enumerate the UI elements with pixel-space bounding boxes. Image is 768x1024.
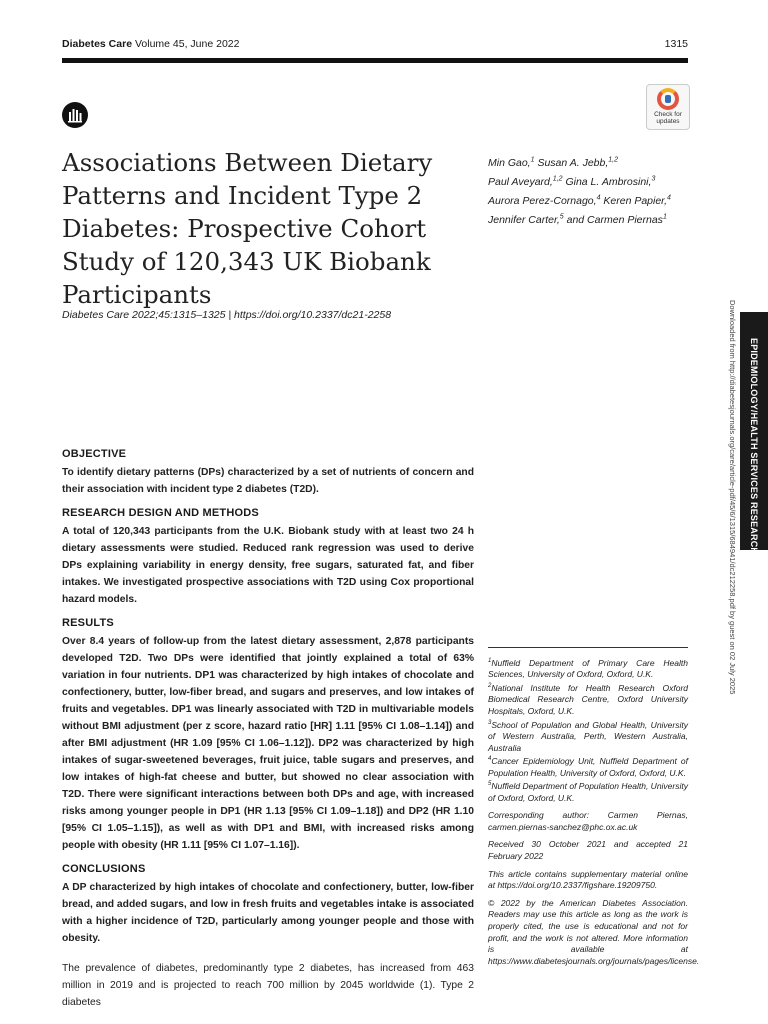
corresponding-author: Corresponding author: Carmen Piernas, carmen.piernas-sanchez@phc.ox.ac.uk [488, 810, 688, 832]
results-text: Over 8.4 years of follow-up from the latest dietary assessment, 2,878 participants developed T2D. Two DPs were identified that jointly explained a total of 63% variation in four nutrients. DP1 was characterized by high intakes of chocolate and confectionery, butter, low-fiber bread, and sugars and preserves, and low intakes of fruits and vegetables. DP1 was linearly associated with T2D in multivariable models without BMI adjustment (per z score, hazard ratio [HR] 1.11 [95% CI 1.08–1.14]) and after BMI adjustment (HR 1.09 [95% CI 1.06–1.12]). DP2 was characterized by high intakes of sugar-sweetened beverages, fruit juice, table sugars and preserves, and low intakes of high-fat cheese and butter, but showed no clear association with T2D. There were significant interactions between both DPs and age, with increased risks among younger people in DP1 (HR 1.13 [95% CI 1.09–1.18]) and DP2 (HR 1.10 [95% CI 1.05–1.15]), as well as with DP1 and BMI, with increased risks among people with obesity (HR 1.11 [95% CI 1.07–1.16]). [62, 636, 474, 851]
methods-text: A total of 120,343 participants from the U.K. Biobank study with at least two 24 h dietary assessments were studied. Reduced rank regression was used to derive DPs explaining variability in energy density, free sugars, saturated fat, and fiber intakes. We investigated prospective associations with T2D using Cox proportional hazard models. [62, 526, 474, 605]
check-for-updates-label-2: updates [656, 118, 680, 125]
supplementary-note: This article contains supplementary material online at https://doi.org/10.2337/figshare.19209750. [488, 868, 688, 891]
author: Min Gao,$^1$ [488, 156, 535, 169]
check-for-updates-label-1: Check for [654, 111, 682, 118]
author: Jennifer Carter,$^5$ [488, 213, 564, 226]
header-rule [62, 58, 688, 63]
affiliations-column [488, 647, 700, 967]
objective-heading: OBJECTIVE [62, 448, 127, 460]
copyright-notice: © 2022 by the American Diabetes Association. Readers may use this article as long as the work is properly cited, the use is educational and not for profit, and the work is not altered. More information is available at https://www.diabetesjournals.org/journals/pages/license. [488, 897, 700, 966]
author: and Carmen Piernas$^1$ [566, 213, 667, 226]
methods-heading: RESEARCH DESIGN AND METHODS [62, 507, 259, 519]
journal-logo-icon [62, 102, 88, 128]
author: Aurora Perez-Cornago,$^4$ [488, 194, 601, 207]
download-note: Downloaded from http://diabetesjournals.org/care/article-pdf/45/6/1315/684941/dc212258.pdf by guest on 02 July 2025 [728, 300, 737, 695]
introduction-text: The prevalence of diabetes, predominantly type 2 diabetes, has increased from 463 million in 2019 and is projected to reach 700 million by 2045 worldwide (1). Type 2 diabetes [62, 963, 474, 1008]
section-tab [740, 312, 768, 555]
author: Keren Papier,$^4$ [603, 194, 671, 207]
affiliation: $^5$Nuffield Department of Population Health, University of Oxford, Oxford, U.K. [488, 781, 688, 803]
received-dates: Received 30 October 2021 and accepted 21 February 2022 [488, 839, 688, 862]
conclusions-heading: CONCLUSIONS [62, 863, 146, 875]
author: Gina L. Ambrosini,$^3$ [565, 175, 656, 188]
check-for-updates-badge[interactable] [646, 84, 690, 130]
article-title: Associations Between Dietary Patterns and Incident Type 2 Diabetes: Prospective Cohort Study of 120,343 UK Biobank Participants [62, 148, 433, 309]
article-citation: Diabetes Care 2022;45:1315–1325 | https://doi.org/10.2337/dc21-2258 [62, 309, 392, 321]
journal-name: Diabetes Care [62, 38, 133, 50]
conclusions-text: A DP characterized by high intakes of chocolate and confectionery, butter, low-fiber bread, and added sugars, and low in fresh fruits and vegetables intake is associated with a higher incidence of T2D, particularly among younger people and those with obesity. [62, 882, 474, 944]
abstract [62, 448, 474, 956]
affiliation: $^2$National Institute for Health Research Oxford Biomedical Research Centre, Oxford University Hospitals, Oxford, U.K. [488, 682, 688, 717]
running-header [62, 38, 688, 50]
affiliation: $^1$Nuffield Department of Primary Care Health Sciences, University of Oxford, Oxford, U.K. [488, 657, 688, 680]
author-list [488, 152, 698, 228]
author: Paul Aveyard,$^{1,2}$ [488, 175, 563, 188]
page-number: 1315 [664, 38, 688, 50]
affiliation: $^4$Cancer Epidemiology Unit, Nuffield Department of Population Health, University of Oxford, Oxford, U.K. [488, 756, 688, 778]
section-label: EPIDEMIOLOGY/HEALTH SERVICES RESEARCH [749, 338, 759, 555]
results-heading: RESULTS [62, 617, 114, 629]
journal-volume: Volume 45, June 2022 [134, 38, 240, 50]
objective-text: To identify dietary patterns (DPs) characterized by a set of nutrients of concern and their association with incident type 2 diabetes (T2D). [62, 467, 474, 495]
check-for-updates-icon [657, 88, 679, 110]
author: Susan A. Jebb,$^{1,2}$ [537, 156, 618, 169]
affiliation: $^3$School of Population and Global Health, University of Western Australia, Perth, Western Australia, Australia [488, 719, 688, 753]
